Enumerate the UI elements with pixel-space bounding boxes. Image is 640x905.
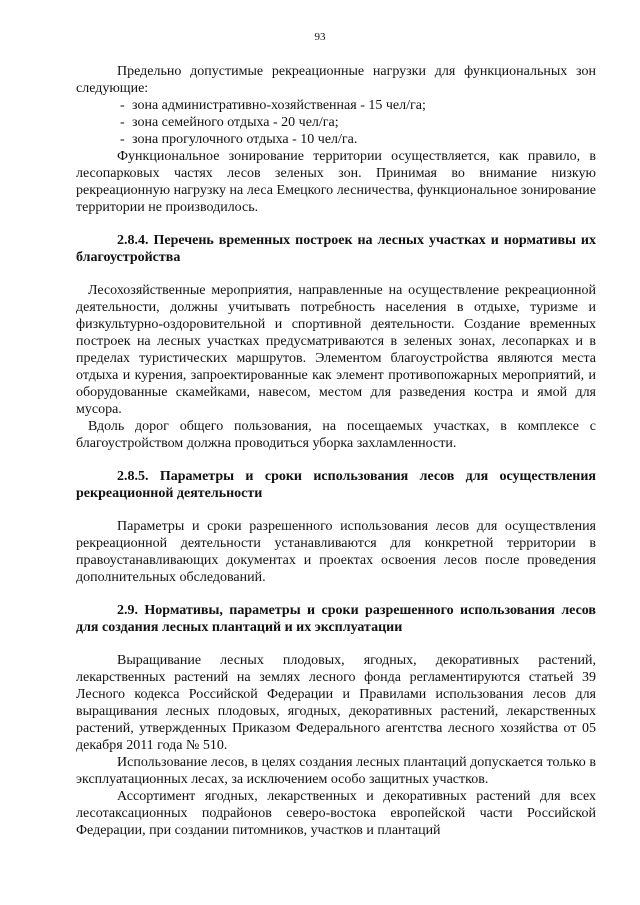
load-norms-list (76, 97, 596, 148)
section-2-8-4-paragraph: Вдоль дорог общего пользования, на посещаемых участках, в комплексе с благоустройством должна проводиться уборка захламленности. (76, 419, 596, 451)
list-item: - зона семейного отдыха - 20 чел/га; (120, 114, 596, 131)
intro-lead: Предельно допустимые рекреационные нагрузки для функциональных зон следующие: (76, 64, 596, 96)
section-2-8-5-paragraph: Параметры и сроки разрешенного использования лесов для осуществления рекреационной деятельности устанавливаются для конкретной территории в правоустанавливающих документах и проектах освоения лесов после проведения дополнительных обследований. (76, 519, 596, 585)
section-2-9-heading: 2.9. Нормативы, параметры и сроки разрешенного использования лесов для создания лесных плантаций и их эксплуатации (76, 603, 596, 635)
section-2-8-4-paragraph: Лесохозяйственные мероприятия, направленные на осуществление рекреационной деятельности, должны учитывать потребность населения в отдыхе, туризме и физкультурно-оздоровительной и спортивной деятельности. Создание временных построек на лесных участках предусматриваются в зеленых зонах, лесопарках и в пределах туристических маршрутов. Элементом благоустройства являются места отдыха и курения, запроектированные как элемент противопожарных мероприятий, и оборудованные скамейками, навесом, местом для разведения костра и ямой для мусора. (76, 283, 596, 417)
section-2-8-4-heading: 2.8.4. Перечень временных построек на лесных участках и нормативы их благоустройства (76, 233, 596, 265)
section-2-9-paragraph: Выращивание лесных плодовых, ягодных, декоративных растений, лекарственных растений на землях лесного фонда регламентируются статьей 39 Лесного кодекса Российской Федерации и Правилами использования лесов для выращивания лесных плодовых, ягодных, декоративных растений, лекарственных растений, утвержденных Приказом Федерального агентства лесного хозяйства от 05 декабря 2011 года № 510. (76, 653, 596, 753)
zoning-paragraph: Функциональное зонирование территории осуществляется, как правило, в лесопарковых частях лесов зеленых зон. Принимая во внимание низкую рекреационную нагрузку на леса Емецкого лесничества, функциональное зонирование территории не производилось. (76, 149, 596, 215)
page-content (76, 63, 596, 839)
list-item: - зона прогулочного отдыха - 10 чел/га. (120, 131, 596, 148)
list-item: - зона административно-хозяйственная - 15 чел/га; (120, 97, 596, 114)
section-2-9-paragraph: Использование лесов, в целях создания лесных плантаций допускается только в эксплуатационных лесах, за исключением особо защитных участков. (76, 755, 596, 787)
section-2-8-5-heading: 2.8.5. Параметры и сроки использования лесов для осуществления рекреационной деятельности (76, 469, 596, 501)
page-number: 93 (314, 31, 326, 43)
section-2-9-paragraph: Ассортимент ягодных, лекарственных и декоративных растений для всех лесотаксационных подрайонов северо-востока европейской части Российской Федерации, при создании питомников, участков и плантаций (76, 789, 596, 838)
